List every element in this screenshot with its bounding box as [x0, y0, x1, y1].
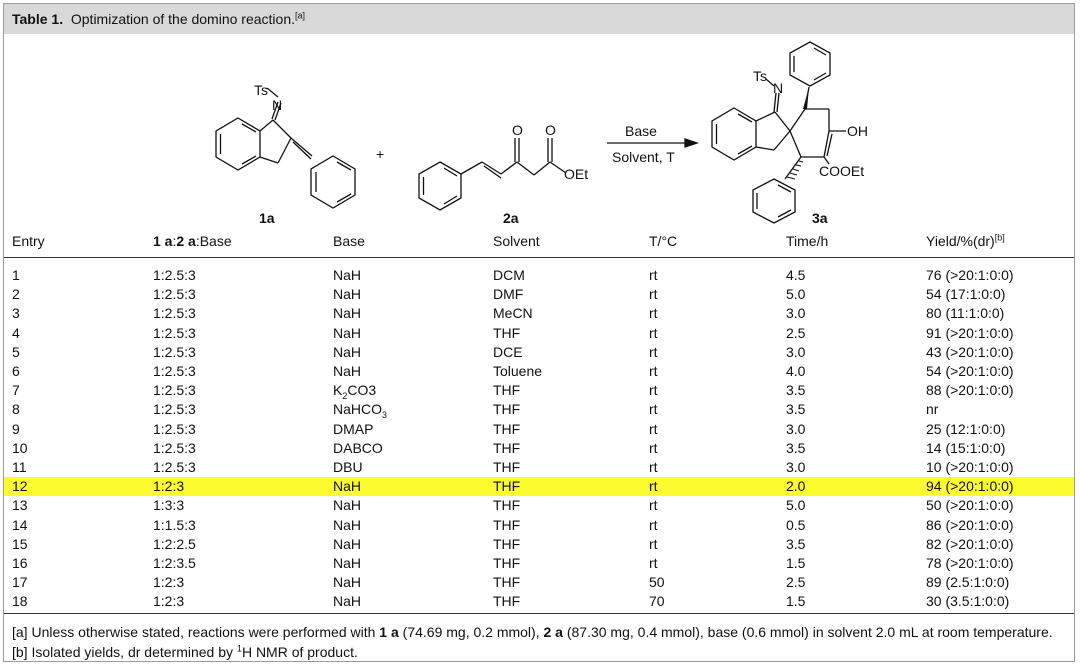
- cell-base: NaH: [333, 535, 362, 552]
- table-row: [4, 343, 1074, 362]
- cell-yield: 82 (>20:1:0:0): [926, 535, 1014, 552]
- table-row: [4, 304, 1074, 323]
- cell-solvent: THF: [493, 593, 521, 610]
- cell-base: NaH: [333, 574, 362, 591]
- table-row: [4, 573, 1074, 592]
- header-ratio: 1 a:2 a:Base: [153, 233, 232, 249]
- cell-base: DBU: [333, 459, 363, 475]
- cell-solvent: THF: [493, 324, 521, 341]
- compound-label-3a: 3a: [812, 210, 828, 226]
- cell-yield: 91 (>20:1:0:0): [926, 324, 1014, 341]
- cell-yield: 80 (11:1:0:0): [926, 305, 1005, 322]
- cell-temperature: rt: [649, 420, 658, 437]
- header-rule: [4, 257, 1074, 258]
- cell-time: 0.5: [786, 516, 806, 533]
- cell-temperature: rt: [649, 478, 658, 495]
- cell-solvent: THF: [493, 420, 521, 437]
- cell-solvent: THF: [493, 497, 521, 514]
- table-row: [4, 324, 1074, 343]
- cell-ratio: 1:2.5:3: [153, 305, 196, 322]
- cell-time: 3.0: [786, 459, 806, 475]
- cell-solvent: THF: [493, 401, 521, 418]
- cell-entry: 13: [12, 497, 28, 514]
- cell-base: $K_2CO3$: [333, 382, 377, 401]
- cell-entry: 5: [12, 343, 20, 360]
- cell-time: 3.5: [786, 535, 806, 552]
- oh-label-3a: OH: [847, 123, 868, 139]
- cell-ratio: 1:3:3: [153, 497, 185, 514]
- cell-ratio: 1:2:3: [153, 574, 185, 591]
- cell-entry: 15: [12, 535, 28, 552]
- cell-yield: 54 (17:1:0:0): [926, 286, 1006, 303]
- cell-ratio: 1:2.5:3: [153, 439, 196, 456]
- o-label-2a-ketone: O: [512, 122, 523, 138]
- cell-time: 3.0: [786, 343, 806, 360]
- cell-solvent: THF: [493, 459, 521, 475]
- cell-time: 2.5: [786, 324, 806, 341]
- cell-base: NaH: [333, 363, 362, 379]
- cell-base: NaH: [333, 497, 362, 514]
- cell-entry: 18: [12, 593, 28, 610]
- cell-yield: 78 (>20:1:0:0): [926, 555, 1014, 571]
- cell-yield: 10 (>20:1:0:0): [926, 459, 1014, 475]
- cell-time: 1.5: [786, 555, 806, 571]
- table-title: [12, 11, 305, 27]
- n-label-3a: N: [773, 80, 784, 96]
- cell-solvent: MeCN: [493, 305, 533, 322]
- cell-ratio: 1:2:3.5: [153, 555, 196, 571]
- cell-ratio: 1:2:3: [153, 593, 185, 610]
- cell-temperature: rt: [649, 324, 658, 341]
- cell-ratio: 1:2.5:3: [153, 401, 196, 418]
- arrow-label-base: Base: [625, 123, 657, 139]
- cell-time: 3.5: [786, 382, 806, 399]
- cell-time: 4.5: [786, 267, 806, 283]
- table-row: [4, 420, 1074, 439]
- cell-temperature: 70: [649, 593, 665, 610]
- table-row: [4, 554, 1074, 573]
- cell-time: 5.0: [786, 286, 806, 303]
- header-yield: Yield/%(dr)[b]: [926, 232, 1005, 249]
- cell-entry: 9: [12, 420, 20, 437]
- cell-solvent: DCE: [493, 343, 523, 360]
- cell-time: 2.0: [786, 478, 806, 495]
- cell-yield: 76 (>20:1:0:0): [926, 267, 1014, 283]
- compound-label-1a: 1a: [259, 210, 275, 226]
- cell-yield: 94 (>20:1:0:0): [926, 478, 1014, 495]
- cell-solvent: THF: [493, 555, 521, 571]
- cell-temperature: rt: [649, 382, 658, 399]
- cell-ratio: 1:2.5:3: [153, 324, 196, 341]
- cell-yield: 86 (>20:1:0:0): [926, 516, 1014, 533]
- cell-entry: 10: [12, 439, 28, 456]
- cell-temperature: rt: [649, 497, 658, 514]
- arrow-label-conditions: Solvent, T: [612, 149, 675, 165]
- cell-temperature: rt: [649, 459, 658, 475]
- table-caption: Optimization of the domino reaction.: [70, 11, 295, 27]
- table-row: [4, 477, 1074, 496]
- reaction-scheme: [4, 35, 1074, 225]
- cell-yield: nr: [926, 401, 939, 418]
- n-label-1a: N: [272, 97, 283, 113]
- cell-solvent: THF: [493, 439, 521, 456]
- cell-entry: 3: [12, 305, 20, 322]
- table-row: [4, 516, 1074, 535]
- cell-temperature: rt: [649, 439, 658, 456]
- cell-base: NaH: [333, 267, 362, 283]
- cell-temperature: rt: [649, 343, 658, 360]
- cell-base: NaH: [333, 516, 362, 533]
- cell-entry: 4: [12, 324, 20, 341]
- cell-ratio: 1:2.5:3: [153, 267, 196, 283]
- table-frame: [3, 3, 1075, 662]
- cell-yield: 54 (>20:1:0:0): [926, 363, 1014, 379]
- cell-entry: 17: [12, 574, 28, 591]
- header-base: Base: [333, 233, 365, 249]
- cell-solvent: THF: [493, 535, 521, 552]
- cell-entry: 16: [12, 555, 28, 571]
- cell-temperature: rt: [649, 363, 658, 379]
- cell-ratio: 1:2:2.5: [153, 535, 196, 552]
- ts-label-1a: Ts: [254, 82, 268, 98]
- cell-temperature: rt: [649, 305, 658, 322]
- cell-base: NaH: [333, 555, 362, 571]
- plus-sign: +: [376, 146, 385, 162]
- cell-time: 4.0: [786, 363, 806, 379]
- o-label-2a-ester: O: [545, 122, 556, 138]
- cell-time: 3.5: [786, 439, 806, 456]
- table-row: [4, 496, 1074, 515]
- cell-base: NaH: [333, 478, 362, 495]
- cell-time: 5.0: [786, 497, 806, 514]
- cell-base: NaH: [333, 343, 362, 360]
- cell-ratio: 1:2.5:3: [153, 363, 196, 379]
- cell-ratio: 1:2.5:3: [153, 286, 196, 303]
- cell-entry: 8: [12, 401, 20, 418]
- cell-temperature: rt: [649, 555, 658, 571]
- cell-entry: 7: [12, 382, 20, 399]
- cell-solvent: THF: [493, 516, 521, 533]
- cell-ratio: 1:2.5:3: [153, 459, 196, 475]
- cell-solvent: THF: [493, 382, 521, 399]
- table-row: [4, 535, 1074, 554]
- cell-entry: 2: [12, 286, 20, 303]
- cell-yield: 50 (>20:1:0:0): [926, 497, 1014, 514]
- header-time: Time/h: [786, 233, 829, 249]
- cell-time: 2.5: [786, 574, 806, 591]
- cell-time: 1.5: [786, 593, 806, 610]
- cell-base: NaH: [333, 593, 362, 610]
- cell-temperature: rt: [649, 401, 658, 418]
- cell-entry: 11: [12, 459, 27, 475]
- compound-3a-structure: [712, 42, 846, 223]
- cell-yield: 30 (3.5:1:0:0): [926, 593, 1010, 610]
- cell-entry: 12: [12, 478, 28, 495]
- cell-temperature: rt: [649, 267, 658, 283]
- table-row: [4, 381, 1074, 400]
- table-row: [4, 362, 1074, 381]
- cell-base: DABCO: [333, 439, 383, 456]
- table-label: Table 1.: [12, 11, 64, 27]
- reaction-arrow: [607, 139, 697, 147]
- table-row: [4, 458, 1074, 477]
- cell-entry: 6: [12, 363, 20, 379]
- cell-temperature: 50: [649, 574, 665, 591]
- cell-base: DMAP: [333, 420, 374, 437]
- cell-yield: 14 (15:1:0:0): [926, 439, 1006, 456]
- cell-yield: 88 (>20:1:0:0): [926, 382, 1014, 399]
- table-title-bar: [4, 4, 1074, 34]
- cell-base: NaH: [333, 305, 362, 322]
- header-solvent: Solvent: [493, 233, 540, 249]
- compound-1a-structure: [216, 88, 355, 208]
- ts-label-3a: Ts: [753, 68, 767, 84]
- header-entry: Entry: [12, 233, 45, 249]
- table-footnote: [a] Unless otherwise stated, reactions were performed with 1 a (74.69 mg, 0.2 mmol), 2 a (87.30 mg, 0.4 mmol), base (0.6 mmol) in solvent 2.0 mL at room temperature. [b] Isolated yields, dr determined by $^1$H NMR of product.: [12, 624, 1053, 660]
- cell-solvent: Toluene: [493, 363, 543, 379]
- cell-ratio: 1:2.5:3: [153, 382, 196, 399]
- table-row: [4, 400, 1074, 419]
- table-row: [4, 592, 1074, 611]
- cooet-label-3a: COOEt: [819, 163, 865, 179]
- bottom-rule: [4, 613, 1074, 614]
- cell-yield: 25 (12:1:0:0): [926, 420, 1006, 437]
- cell-entry: 14: [12, 516, 28, 533]
- cell-base: NaH: [333, 324, 362, 341]
- cell-temperature: rt: [649, 516, 658, 533]
- cell-ratio: 1:2.5:3: [153, 343, 196, 360]
- cell-solvent: DCM: [493, 267, 525, 283]
- header-temperature: T/°C: [649, 233, 678, 249]
- cell-temperature: rt: [649, 535, 658, 552]
- table-row: [4, 285, 1074, 304]
- cell-entry: 1: [12, 267, 20, 283]
- cell-base: NaH: [333, 286, 362, 303]
- compound-2a-structure: [419, 138, 566, 210]
- cell-time: 3.0: [786, 420, 806, 437]
- cell-ratio: 1:1.5:3: [153, 516, 196, 533]
- oet-label-2a: OEt: [564, 166, 589, 182]
- cell-solvent: DMF: [493, 286, 524, 303]
- cell-time: 3.0: [786, 305, 806, 322]
- table-row: [4, 439, 1074, 458]
- cell-ratio: 1:2:3: [153, 478, 185, 495]
- cell-solvent: THF: [493, 574, 521, 591]
- cell-time: 3.5: [786, 401, 806, 418]
- table-row: [4, 266, 1074, 285]
- cell-ratio: 1:2.5:3: [153, 420, 196, 437]
- table-title-note: [a]: [295, 10, 306, 21]
- cell-solvent: THF: [493, 478, 521, 495]
- cell-temperature: rt: [649, 286, 658, 303]
- compound-label-2a: 2a: [503, 210, 519, 226]
- cell-yield: 43 (>20:1:0:0): [926, 343, 1014, 360]
- cell-yield: 89 (2.5:1:0:0): [926, 574, 1010, 591]
- cell-base: NaHCO$_3$: [333, 401, 388, 421]
